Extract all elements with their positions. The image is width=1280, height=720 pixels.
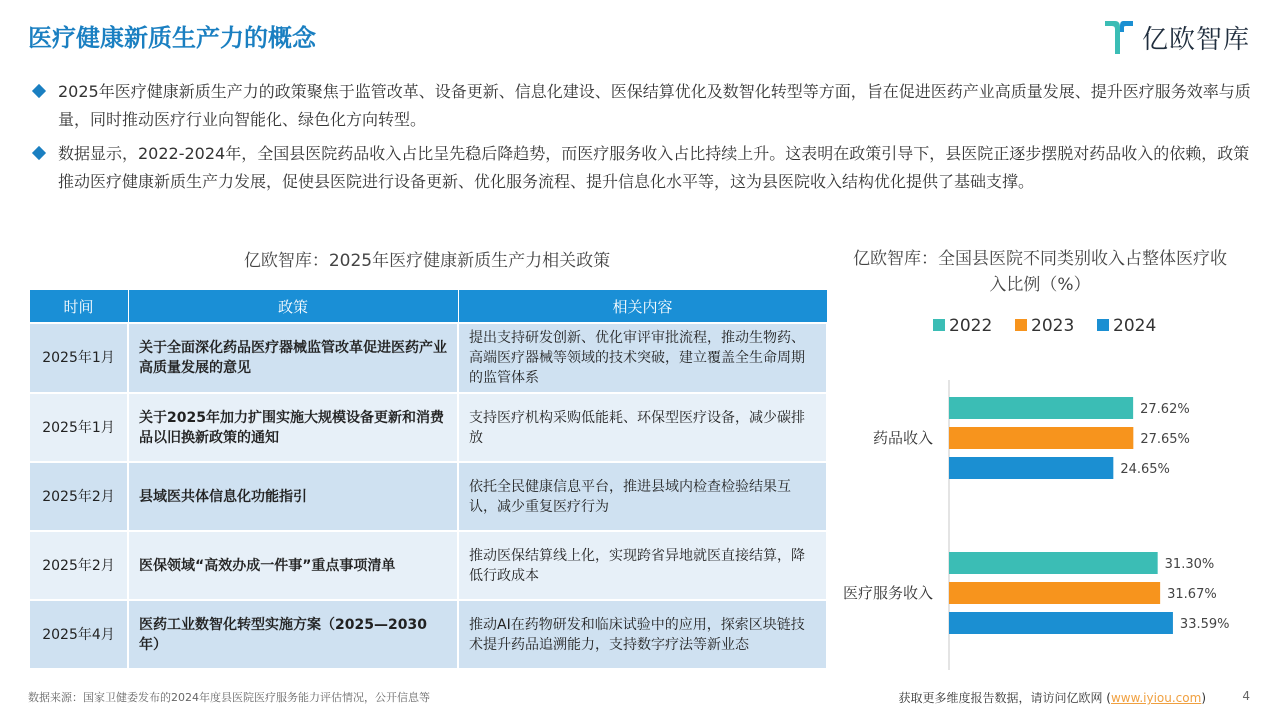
cell-time: 2025年4月 [29, 600, 128, 669]
category-label: 药品收入 [872, 429, 933, 447]
cell-policy: 医保领域“高效办成一件事”重点事项清单 [128, 531, 458, 600]
cell-content: 依托全民健康信息平台，推进县域内检查检验结果互认，减少重复医疗行为 [458, 462, 827, 531]
category-label: 医疗服务收入 [842, 584, 933, 602]
table-row [29, 462, 827, 531]
cell-content: 推动医保结算线上化，实现跨省异地就医直接结算，降低行政成本 [458, 531, 827, 600]
cell-policy: 县域医共体信息化功能指引 [128, 462, 458, 531]
table-row [29, 600, 827, 669]
policy-table [28, 289, 828, 670]
data-label: 31.30% [1164, 557, 1215, 572]
data-label: 33.59% [1179, 617, 1230, 632]
table-row [29, 323, 827, 393]
bar [949, 427, 1133, 449]
cell-content: 支持医疗机构采购低能耗、环保型医疗设备，减少碳排放 [458, 393, 827, 462]
bullet-item [30, 140, 1255, 196]
header-time: 时间 [29, 290, 128, 324]
bullet-text: 2025年医疗健康新质生产力的政策聚焦于监管改革、设备更新、信息化建设、医保结算优化及数智化转型等方面，旨在促进医药产业高质量发展、提升医疗服务效率与质量，同时推动医疗行业向智能化、绿色化方向转型。 [58, 82, 1251, 129]
diamond-bullet-icon [32, 84, 46, 98]
legend-label: 2023 [1031, 316, 1075, 336]
cell-time: 2025年1月 [29, 393, 128, 462]
data-label: 27.65% [1140, 432, 1190, 447]
diamond-bullet-icon [32, 146, 46, 160]
data-label: 24.65% [1120, 462, 1170, 477]
page-number: 4 [1242, 689, 1250, 703]
bar [949, 582, 1160, 604]
footer-source: 数据来源：国家卫健委发布的2024年度县医院医疗服务能力评估情况，公开信息等 [28, 691, 430, 704]
bullet-list [30, 78, 1255, 202]
table-row [29, 531, 827, 600]
header-content: 相关内容 [458, 290, 827, 324]
cell-policy: 关于全面深化药品医疗器械监管改革促进医药产业高质量发展的意见 [128, 323, 458, 393]
cell-policy: 关于2025年加力扩围实施大规模设备更新和消费品以旧换新政策的通知 [128, 393, 458, 462]
footer-more-suffix: ) [1201, 691, 1206, 705]
footer-link[interactable]: www.iyiou.com [1110, 691, 1202, 705]
data-label: 27.62% [1140, 402, 1190, 417]
table-header-row [29, 290, 827, 324]
page-title: 医疗健康新质生产力的概念 [28, 24, 316, 52]
bar [949, 612, 1173, 634]
logo-text: 亿欧智库 [1141, 24, 1250, 55]
legend-swatch [1097, 319, 1109, 331]
cell-policy: 医药工业数智化转型实施方案（2025—2030年） [128, 600, 458, 669]
cell-time: 2025年1月 [29, 323, 128, 393]
bar [949, 552, 1158, 574]
legend-swatch [1015, 319, 1027, 331]
cell-time: 2025年2月 [29, 531, 128, 600]
legend-label: 2024 [1113, 316, 1157, 336]
header-policy: 政策 [128, 290, 458, 324]
cell-content: 推动AI在药物研发和临床试验中的应用，探索区块链技术提升药品追溯能力，支持数字疗法等新业态 [458, 600, 827, 669]
legend-swatch [933, 319, 945, 331]
table-row [29, 393, 827, 462]
data-label: 31.67% [1167, 587, 1217, 602]
cell-content: 提出支持研发创新、优化审评审批流程，推动生物药、高端医疗器械等领域的技术突破，建立覆盖全生命周期的监管体系 [458, 323, 827, 393]
bullet-item [30, 78, 1255, 134]
logo [1102, 18, 1250, 56]
revenue-share-chart [830, 310, 1250, 675]
chart-title: 亿欧智库：全国县医院不同类别收入占整体医疗收入比例（%） [853, 249, 1227, 295]
bar [949, 397, 1133, 419]
cell-time: 2025年2月 [29, 462, 128, 531]
bar [949, 457, 1113, 479]
bullet-text: 数据显示，2022-2024年，全国县医院药品收入占比呈先稳后降趋势，而医疗服务收入占比持续上升。这表明在政策引导下，县医院正逐步摆脱对药品收入的依赖，政策推动医疗健康新质生产力发展，促使县医院进行设备更新、优化服务流程、提升信息化水平等，这为县医院收入结构优化提供了基础支撑。 [58, 144, 1250, 191]
footer-more-prefix: 获取更多维度报告数据，请访问亿欧网 ( [898, 691, 1111, 705]
logo-mark-icon [1102, 18, 1136, 56]
legend-label: 2022 [949, 316, 993, 336]
footer-more [898, 689, 1206, 706]
table-caption: 亿欧智库：2025年医疗健康新质生产力相关政策 [243, 251, 611, 271]
